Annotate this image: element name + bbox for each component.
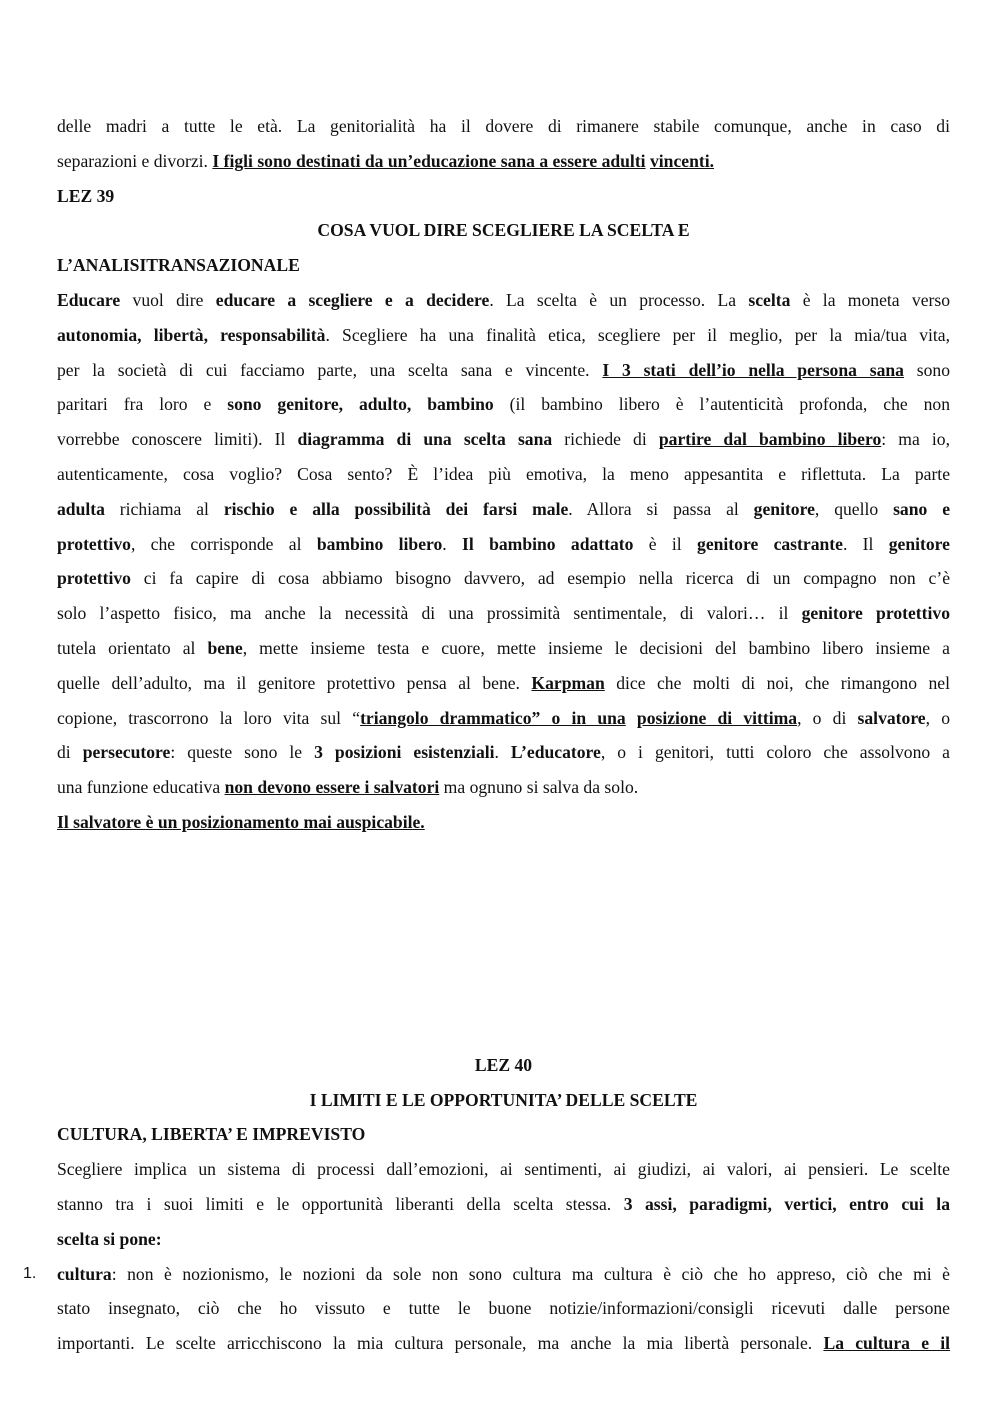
bold-text: genitore (753, 498, 815, 519)
text-run: . Allora si passa al (568, 498, 754, 519)
paragraph-line (57, 805, 950, 840)
underlined-bold-text: triangolo drammatico” o in una (360, 707, 626, 728)
paragraph-line (57, 1152, 950, 1187)
bold-text: protettivo (57, 533, 131, 554)
paragraph-line (57, 527, 950, 562)
underlined-bold-text: Karpman (531, 672, 605, 693)
text-run: , o di (797, 707, 858, 728)
list-item-text (57, 1264, 950, 1284)
bold-text: sono genitore, adulto, bambino (227, 394, 494, 415)
text-run: è la moneta verso (790, 289, 951, 310)
text-run: importanti. Le scelte arricchiscono la mia cultura personale, ma anche la mia libertà personale. (57, 1333, 824, 1354)
paragraph-line (57, 353, 950, 388)
bold-text: genitore (888, 533, 950, 554)
text-run: . (442, 533, 463, 554)
paragraph-line (57, 422, 950, 457)
text-run: , mette insieme testa e cuore, mette insieme le decisioni del bambino libero insieme a (242, 637, 950, 658)
text-run: ma ognuno si salva da solo. (439, 777, 639, 798)
section-subtitle: CULTURA, LIBERTA’ E IMPREVISTO (57, 1124, 366, 1145)
underlined-bold-text: I figli sono destinati da un’educazione sana a essere adulti (212, 150, 646, 171)
text-run: per la società di cui facciamo parte, una scelta sana e vincente. (57, 359, 603, 380)
text-run: . Il (842, 533, 889, 554)
text-run: : ma io, (881, 429, 950, 450)
paragraph-line (57, 1222, 950, 1257)
underlined-bold-text: La cultura e il (823, 1333, 951, 1354)
text-run: ci fa capire di cosa abbiamo bisogno davvero, ad esempio nella ricerca di un compagno non c’è (130, 568, 950, 589)
text-run: solo l’aspetto fisico, ma anche la necessità di una prossimità sentimentale, di valori… il (57, 603, 802, 624)
text-run: tutela orientato al (57, 637, 208, 658)
bold-text: autonomia, libertà, responsabilità (57, 324, 326, 345)
underlined-bold-text: posizione di vittima (636, 707, 798, 728)
underlined-bold-text: vincenti. (649, 150, 715, 171)
paragraph-line (57, 770, 950, 805)
bold-text: bambino libero (316, 533, 443, 554)
bold-text: scelta (748, 289, 791, 310)
paragraph-line (57, 631, 950, 666)
paragraph-line (57, 283, 950, 318)
bold-text: salvatore (857, 707, 926, 728)
bold-text: cultura (57, 1263, 112, 1284)
text-run: . Scegliere ha una finalità etica, scegliere per il meglio, per la mia/tua vita, (325, 324, 950, 345)
paragraph-line (57, 735, 950, 770)
text-run: quelle dell’adulto, ma il genitore protettivo pensa al bene. (57, 672, 532, 693)
underlined-bold-text: partire dal bambino libero (658, 429, 882, 450)
bold-text: genitore protettivo (801, 603, 950, 624)
text-run: autenticamente, cosa voglio? Cosa sento? È l’idea più emotiva, la meno appesantita e riflettuta. La parte (57, 463, 950, 484)
underlined-bold-text: I 3 stati dell’io nella persona sana (602, 359, 904, 380)
section-subtitle: L’ANALISITRANSAZIONALE (57, 255, 300, 276)
bold-text: genitore castrante (697, 533, 843, 554)
text-run: : queste sono le (170, 742, 315, 763)
list-item (23, 1257, 950, 1292)
bold-text: Educare (57, 289, 121, 310)
text-run: richiede di (552, 429, 659, 450)
document-page (23, 109, 951, 1361)
paragraph-line (57, 1187, 950, 1222)
bold-text: sano e (893, 498, 951, 519)
bold-text: L’educatore (510, 742, 601, 763)
text-run: , o (925, 707, 951, 728)
blank-space (57, 840, 950, 1048)
text-run: copione, trascorrono la loro vita sul “ (57, 707, 361, 728)
paragraph-line (57, 318, 950, 353)
text-run: stato insegnato, ciò che ho vissuto e tutte le buone notizie/informazioni/consigli ricevuti dalle persone (57, 1298, 950, 1319)
text-run: richiama al (104, 498, 224, 519)
paragraph-line (57, 701, 950, 736)
text-run: : non è nozionismo, le nozioni da sole non sono cultura ma cultura è ciò che ho appreso, ciò che mi è (111, 1263, 950, 1284)
paragraph-line (57, 561, 950, 596)
text-run: . (494, 742, 511, 763)
text-run: (il bambino libero è l’autenticità profonda, che non (493, 394, 950, 415)
text-run: paritari fra loro e (57, 394, 228, 415)
underlined-bold-text: non devono essere i salvatori (224, 777, 440, 798)
section-title: COSA VUOL DIRE SCEGLIERE LA SCELTA E (317, 220, 690, 241)
bold-text: adulta (57, 498, 105, 519)
bold-text: bene (207, 637, 243, 658)
text-run: . La scelta è un processo. La (489, 289, 749, 310)
text-run: di (57, 742, 83, 763)
bold-text: protettivo (57, 568, 131, 589)
lesson-label: LEZ 40 (474, 1054, 533, 1075)
paragraph-line (57, 1326, 950, 1361)
text-run: , che corrisponde al (130, 533, 317, 554)
list-number: 1. (23, 1264, 37, 1282)
paragraph-line (57, 457, 950, 492)
text-run: vorrebbe conoscere limiti). Il (57, 429, 298, 450)
paragraph-line (57, 596, 950, 631)
paragraph-line: separazioni e divorzi. I figli sono destinati da un’educazione sana a essere adulti vincenti. (57, 150, 715, 171)
bold-text: Il bambino adattato (462, 533, 634, 554)
paragraph-line (57, 666, 950, 701)
bold-text: diagramma di una scelta sana (297, 429, 553, 450)
lesson-label: LEZ 39 (57, 185, 115, 206)
bold-text: rischio e alla possibilità dei farsi male (223, 498, 569, 519)
bold-text: 3 posizioni esistenziali (314, 742, 495, 763)
text-run (626, 708, 637, 728)
bold-text: 3 assi, paradigmi, vertici, entro cui la (623, 1193, 950, 1214)
text-run: vuol dire (120, 289, 216, 310)
text-run: dice che molti di noi, che rimangono nel (604, 672, 950, 693)
text-run: Scegliere implica un sistema di processi dall’emozioni, ai sentimenti, ai giudizi, ai valori, ai pensieri. Le scelte (57, 1159, 950, 1180)
text-run: una funzione educativa (57, 777, 225, 798)
bold-text: scelta si pone: (57, 1228, 162, 1249)
text-run: , o i genitori, tutti coloro che assolvono a (600, 742, 950, 763)
bold-text: educare a scegliere e a decidere (215, 289, 490, 310)
underlined-bold-text: Il salvatore è un posizionamento mai auspicabile. (57, 811, 425, 832)
paragraph-line: delle madri a tutte le età. La genitorialità ha il dovere di rimanere stabile comunque, anche in caso di (57, 116, 950, 136)
text-run: sono (903, 359, 951, 380)
paragraph-line (57, 387, 950, 422)
text-run: stanno tra i suoi limiti e le opportunità liberanti della scelta stessa. (57, 1193, 624, 1214)
bold-text: persecutore (82, 742, 171, 763)
paragraph-line (57, 1291, 950, 1326)
paragraph-line (57, 492, 950, 527)
text-run: è il (633, 533, 698, 554)
text-run: , quello (814, 498, 894, 519)
section-title: I LIMITI E LE OPPORTUNITA’ DELLE SCELTE (309, 1089, 698, 1110)
